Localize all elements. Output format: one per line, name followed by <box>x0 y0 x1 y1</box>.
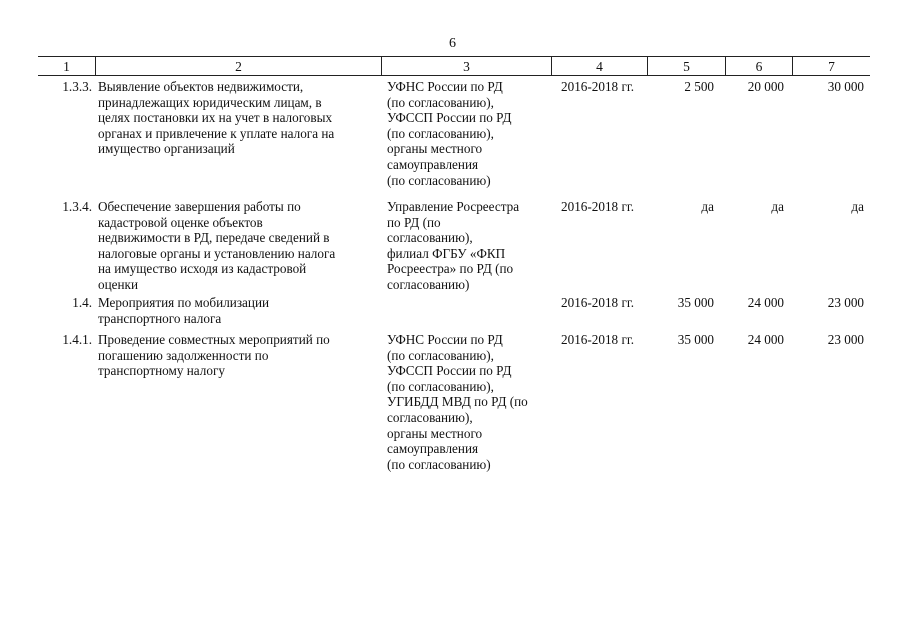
executor-text-line: согласованию), <box>387 410 473 425</box>
header-cell-2: 2 <box>235 59 242 74</box>
measure-text-line: на имущество исходя из кадастровой <box>98 261 307 277</box>
executor-text-line: органы местного <box>387 141 483 157</box>
value-col-6: 24 000 <box>747 332 784 347</box>
executor-text-line: самоуправления <box>387 157 479 172</box>
measure-text-line: погашению задолженности по <box>98 347 269 363</box>
header-cell-3: 3 <box>463 59 470 74</box>
executor-text-line: Управление Росреестра <box>387 199 520 214</box>
value-col-6: да <box>771 199 784 214</box>
measure-text-line: Обеспечение завершения работы по <box>98 199 301 214</box>
measure-text-line: оценки <box>98 277 139 292</box>
header-cell-6: 6 <box>755 59 763 74</box>
row-code: 1.4.1. <box>62 332 92 347</box>
measure-text-line: Мероприятия по мобилизации <box>98 295 270 310</box>
measure-text-line: целях постановки их на учет в налоговых <box>98 110 333 126</box>
header-cell-4: 4 <box>596 59 603 74</box>
period-cell: 2016-2018 гг. <box>561 332 635 347</box>
value-col-5: 2 500 <box>684 79 714 94</box>
period-cell: 2016-2018 гг. <box>561 199 635 214</box>
value-col-5: 35 000 <box>677 332 714 347</box>
value-col-6: 20 000 <box>747 79 784 94</box>
executor-text-line: Росреестра» по РД (по <box>387 261 514 277</box>
executor-text-line: (по согласованию) <box>387 456 491 472</box>
executor-text-line: самоуправления <box>387 441 479 457</box>
header-cell-1: 1 <box>63 59 70 74</box>
value-col-5: 35 000 <box>677 295 714 310</box>
executor-text-line: согласованию), <box>387 230 473 246</box>
measure-text-line: Выявление объектов недвижимости, <box>98 79 304 94</box>
value-col-5: да <box>701 199 714 214</box>
executor-text-line: филиал ФГБУ «ФКП <box>387 245 506 261</box>
executor-text-line: УФНС России по РД <box>387 79 503 94</box>
period-cell: 2016-2018 гг. <box>561 79 635 94</box>
period-cell: 2016-2018 гг. <box>561 295 635 310</box>
executor-text-line: согласованию) <box>387 277 470 292</box>
executor-text-line: (по согласованию), <box>387 94 494 110</box>
value-col-7: да <box>851 199 864 214</box>
measure-text-line: недвижимости в РД, передаче сведений в <box>98 230 330 246</box>
measure-text-line: органах и привлечение к уплате налога на <box>98 125 335 141</box>
executor-text-line: органы местного <box>387 425 483 441</box>
executor-text-line: (по согласованию), <box>387 125 494 141</box>
row-code: 1.3.4. <box>62 199 92 214</box>
executor-text-line: (по согласованию) <box>387 172 491 188</box>
value-col-7: 23 000 <box>827 332 864 347</box>
executor-text-line: УГИБДД МВД по РД (по <box>387 394 528 410</box>
executor-text-line: (по согласованию), <box>387 347 494 363</box>
executor-text-line: УФССП России по РД <box>387 110 512 126</box>
header-cell-7: 7 <box>828 59 835 74</box>
measure-text-line: принадлежащих юридическим лицам, в <box>98 94 322 110</box>
table-header-top-line <box>38 56 870 57</box>
value-col-7: 23 000 <box>827 295 864 310</box>
row-code: 1.3.3. <box>62 79 92 94</box>
measure-text-line: кадастровой оценке объектов <box>98 214 263 230</box>
value-col-7: 30 000 <box>827 79 864 94</box>
header-cell-5: 5 <box>683 59 690 74</box>
row-code: 1.4. <box>72 295 92 310</box>
executor-text-line: УФССП России по РД <box>387 363 512 379</box>
value-col-6: 24 000 <box>747 295 784 310</box>
measure-text-line: налоговые органы и установлению налога <box>98 245 336 261</box>
executor-text-line: по РД (по <box>387 214 441 230</box>
measure-text-line: транспортному налогу <box>98 363 225 379</box>
page-number: 6 <box>449 36 456 51</box>
measure-text-line: Проведение совместных мероприятий по <box>98 332 330 347</box>
measure-text-line: транспортного налога <box>98 310 222 326</box>
executor-text-line: (по согласованию), <box>387 378 494 394</box>
measure-text-line: имущество организаций <box>98 141 235 157</box>
executor-text-line: УФНС России по РД <box>387 332 503 347</box>
table-header-bottom-line <box>38 75 870 76</box>
